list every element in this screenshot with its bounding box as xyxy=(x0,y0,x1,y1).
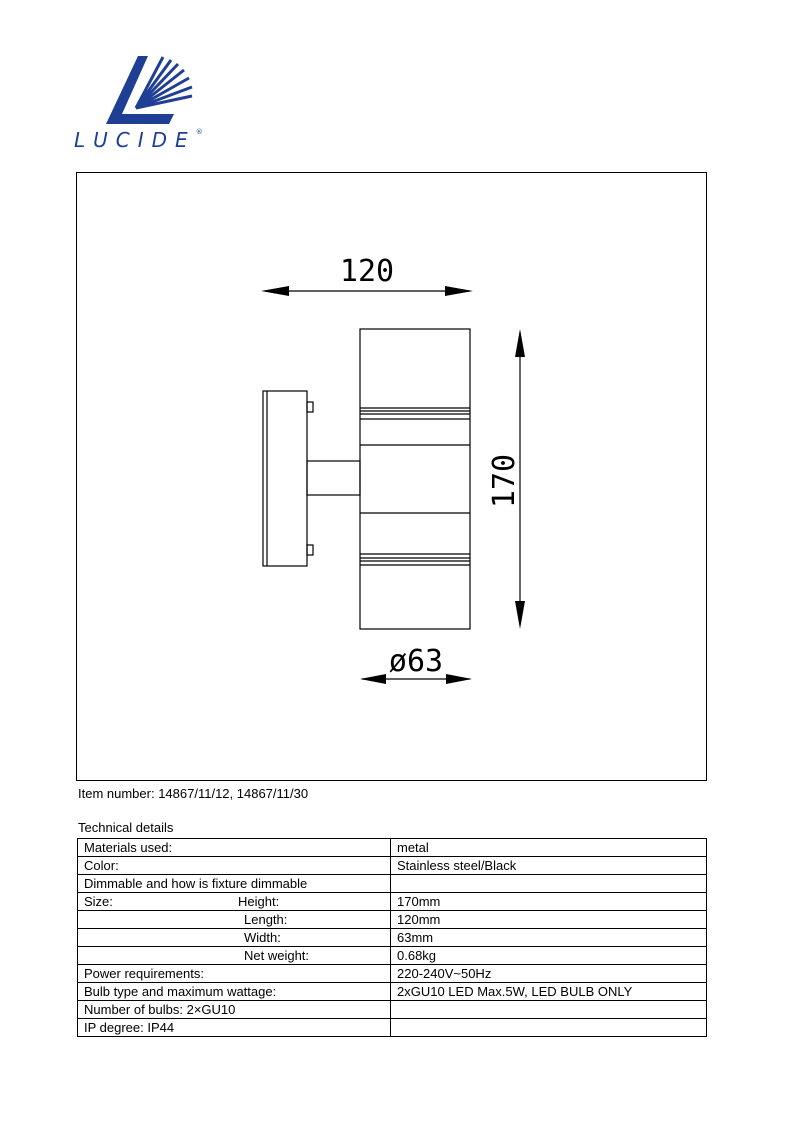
power-label: Power requirements: xyxy=(78,965,391,983)
length-label: Length: xyxy=(78,911,391,929)
table-row xyxy=(78,839,707,857)
width-value: 63mm xyxy=(391,929,707,947)
table-row xyxy=(78,929,707,947)
table-row xyxy=(78,875,707,893)
bulbs-count-label: Number of bulbs: 2×GU10 xyxy=(78,1001,391,1019)
bulbs-count-value xyxy=(391,1001,707,1019)
materials-value: metal xyxy=(391,839,707,857)
dimension-diameter: ø63 xyxy=(388,644,444,679)
height-label: Height: xyxy=(238,894,280,909)
length-value: 120mm xyxy=(391,911,707,929)
materials-label: Materials used: xyxy=(78,839,391,857)
table-row xyxy=(78,947,707,965)
size-height-cell xyxy=(78,893,391,911)
weight-value: 0.68kg xyxy=(391,947,707,965)
table-row xyxy=(78,1001,707,1019)
size-label: Size: xyxy=(84,894,113,909)
table-row xyxy=(78,1019,707,1037)
dimmable-label: Dimmable and how is fixture dimmable xyxy=(78,875,391,893)
ip-value xyxy=(391,1019,707,1037)
ip-label: IP degree: IP44 xyxy=(78,1019,391,1037)
technical-drawing xyxy=(77,173,706,780)
power-value: 220-240V~50Hz xyxy=(391,965,707,983)
color-value: Stainless steel/Black xyxy=(391,857,707,875)
item-number: Item number: 14867/11/12, 14867/11/30 xyxy=(78,786,309,801)
color-label: Color: xyxy=(78,857,391,875)
drawing-frame xyxy=(76,172,707,781)
table-row xyxy=(78,893,707,911)
table-row xyxy=(78,857,707,875)
table-row xyxy=(78,983,707,1001)
specs-table xyxy=(77,838,707,1037)
table-row xyxy=(78,965,707,983)
dimmable-value xyxy=(391,875,707,893)
table-row xyxy=(78,911,707,929)
height-value: 170mm xyxy=(391,893,707,911)
dimension-height: 170 xyxy=(487,453,522,509)
technical-details-title: Technical details xyxy=(78,820,174,835)
bulb-label: Bulb type and maximum wattage: xyxy=(78,983,391,1001)
width-label: Width: xyxy=(78,929,391,947)
weight-label: Net weight: xyxy=(78,947,391,965)
bulb-value: 2xGU10 LED Max.5W, LED BULB ONLY xyxy=(391,983,707,1001)
brand-wordmark: LUCIDE® xyxy=(74,128,203,152)
dimension-length: 120 xyxy=(339,254,395,289)
